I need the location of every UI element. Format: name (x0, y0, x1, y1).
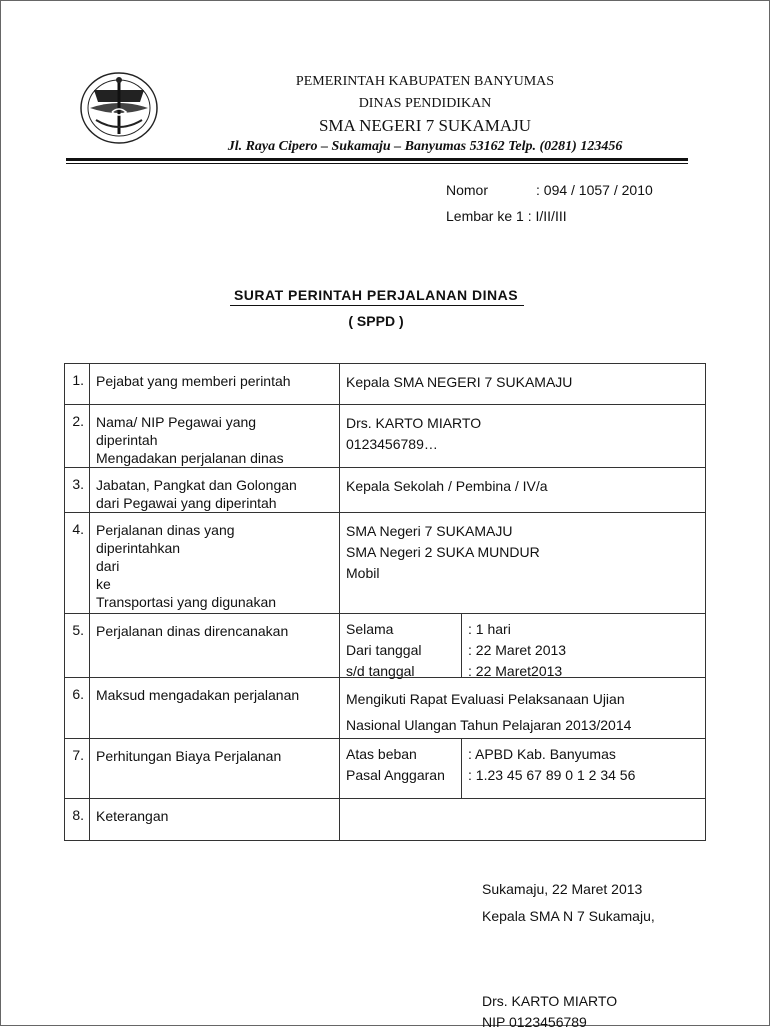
row-value-line: SMA Negeri 7 SUKAMAJU (346, 523, 513, 539)
row-item-line: Transportasi yang digunakan (96, 594, 277, 610)
row-sub-label: Dari tanggal (346, 642, 422, 658)
row-item-line: Perhitungan Biaya Perjalanan (96, 748, 282, 764)
sppd-table (64, 363, 706, 841)
row-item-line: ke (96, 576, 111, 592)
table-row (65, 468, 706, 513)
row-item-line: diperintahkan (96, 540, 181, 556)
sheet-number (446, 208, 567, 224)
table-row (65, 614, 706, 678)
table-row (65, 364, 706, 405)
row-item (90, 405, 340, 468)
row-number: 4. (65, 513, 90, 614)
table-row (65, 739, 706, 799)
signature-nip: NIP 0123456789 (482, 1014, 587, 1030)
row-item-line: diperintah (96, 432, 158, 448)
row-value (340, 799, 706, 841)
row-sub-labels (340, 739, 462, 798)
row-sub-value: : 1 hari (468, 621, 511, 637)
sheet-number-label: Lembar ke 1 (446, 208, 524, 224)
regional-emblem-icon (78, 68, 160, 146)
row-value (340, 405, 706, 468)
row-item (90, 799, 340, 841)
row-value-line: Nasional Ulangan Tahun Pelajaran 2013/2014 (346, 717, 632, 733)
letterhead-address: Jl. Raya Cipero – Sukamaju – Banyumas 53162 Telp. (0281) 123456 (227, 139, 623, 154)
row-number: 7. (65, 739, 90, 799)
row-item-line: Maksud mengadakan perjalanan (96, 687, 300, 703)
row-sub-label: Pasal Anggaran (346, 767, 445, 783)
row-number: 8. (65, 799, 90, 841)
row-sub-values (462, 739, 639, 798)
row-value (340, 739, 706, 799)
title-underline (230, 305, 524, 306)
letterhead-school: SMA NEGERI 7 SUKAMAJU (318, 116, 532, 135)
row-item (90, 513, 340, 614)
row-value (340, 614, 706, 678)
table-row (65, 513, 706, 614)
signature-position: Kepala SMA N 7 Sukamaju, (482, 908, 655, 924)
row-value-line: Mengikuti Rapat Evaluasi Pelaksanaan Ujian (346, 691, 625, 707)
letterhead-government: PEMERINTAH KABUPATEN BANYUMAS (295, 74, 555, 89)
row-sub-values (462, 614, 570, 677)
row-item (90, 364, 340, 405)
row-item-line: Mengadakan perjalanan dinas (96, 450, 284, 466)
row-sub-value: : 22 Maret 2013 (468, 642, 567, 658)
row-sub-label: Atas beban (346, 746, 417, 762)
row-value-line: Drs. KARTO MIARTO (346, 415, 482, 431)
row-value-line: SMA Negeri 2 SUKA MUNDUR (346, 544, 540, 560)
row-item-line: dari Pegawai yang diperintah (96, 495, 277, 511)
row-sub-value: : 1.23 45 67 89 0 1 2 34 56 (468, 767, 636, 783)
signature-place-date: Sukamaju, 22 Maret 2013 (482, 881, 643, 897)
document-subtitle: ( SPPD ) (348, 313, 404, 329)
letterhead-rule-thick (66, 158, 688, 161)
row-value (340, 468, 706, 513)
row-item (90, 678, 340, 739)
row-item-line: Nama/ NIP Pegawai yang (96, 414, 257, 430)
row-item (90, 468, 340, 513)
row-item (90, 614, 340, 678)
letter-number-value: : 094 / 1057 / 2010 (536, 182, 653, 198)
letterhead-rule-thin (66, 163, 688, 164)
row-value-line: Mobil (346, 565, 380, 581)
row-number: 6. (65, 678, 90, 739)
table-row (65, 678, 706, 739)
row-value (340, 678, 706, 739)
row-value (340, 513, 706, 614)
row-item (90, 739, 340, 799)
table-row (65, 405, 706, 468)
row-item-line: Jabatan, Pangkat dan Golongan (96, 477, 297, 493)
row-item-line: Perjalanan dinas direncanakan (96, 623, 289, 639)
letterhead-department: DINAS PENDIDIKAN (358, 96, 492, 111)
row-item-line: Keterangan (96, 808, 169, 824)
row-sub-label: Selama (346, 621, 394, 637)
row-number: 2. (65, 405, 90, 468)
document-title: SURAT PERINTAH PERJALANAN DINAS (233, 287, 519, 303)
row-sub-labels (340, 614, 462, 677)
row-number: 5. (65, 614, 90, 678)
row-value (340, 364, 706, 405)
row-value-line: Kepala Sekolah / Pembina / IV/a (346, 478, 548, 494)
row-sub-label: s/d tanggal (346, 663, 415, 679)
row-item-line: Perjalanan dinas yang (96, 522, 235, 538)
row-number: 1. (65, 364, 90, 405)
table-row (65, 799, 706, 841)
letter-number-label: Nomor (446, 182, 489, 198)
row-number: 3. (65, 468, 90, 513)
row-value-line: 0123456789… (346, 436, 438, 452)
row-item-line: Pejabat yang memberi perintah (96, 373, 291, 389)
row-value-line: Kepala SMA NEGERI 7 SUKAMAJU (346, 374, 573, 390)
row-sub-value: : APBD Kab. Banyumas (468, 746, 616, 762)
row-item-line: dari (96, 558, 120, 574)
sheet-number-value: : I/II/III (527, 208, 567, 224)
letter-number (446, 182, 653, 198)
signature-name: Drs. KARTO MIARTO (482, 993, 618, 1009)
row-sub-value: : 22 Maret2013 (468, 663, 563, 679)
